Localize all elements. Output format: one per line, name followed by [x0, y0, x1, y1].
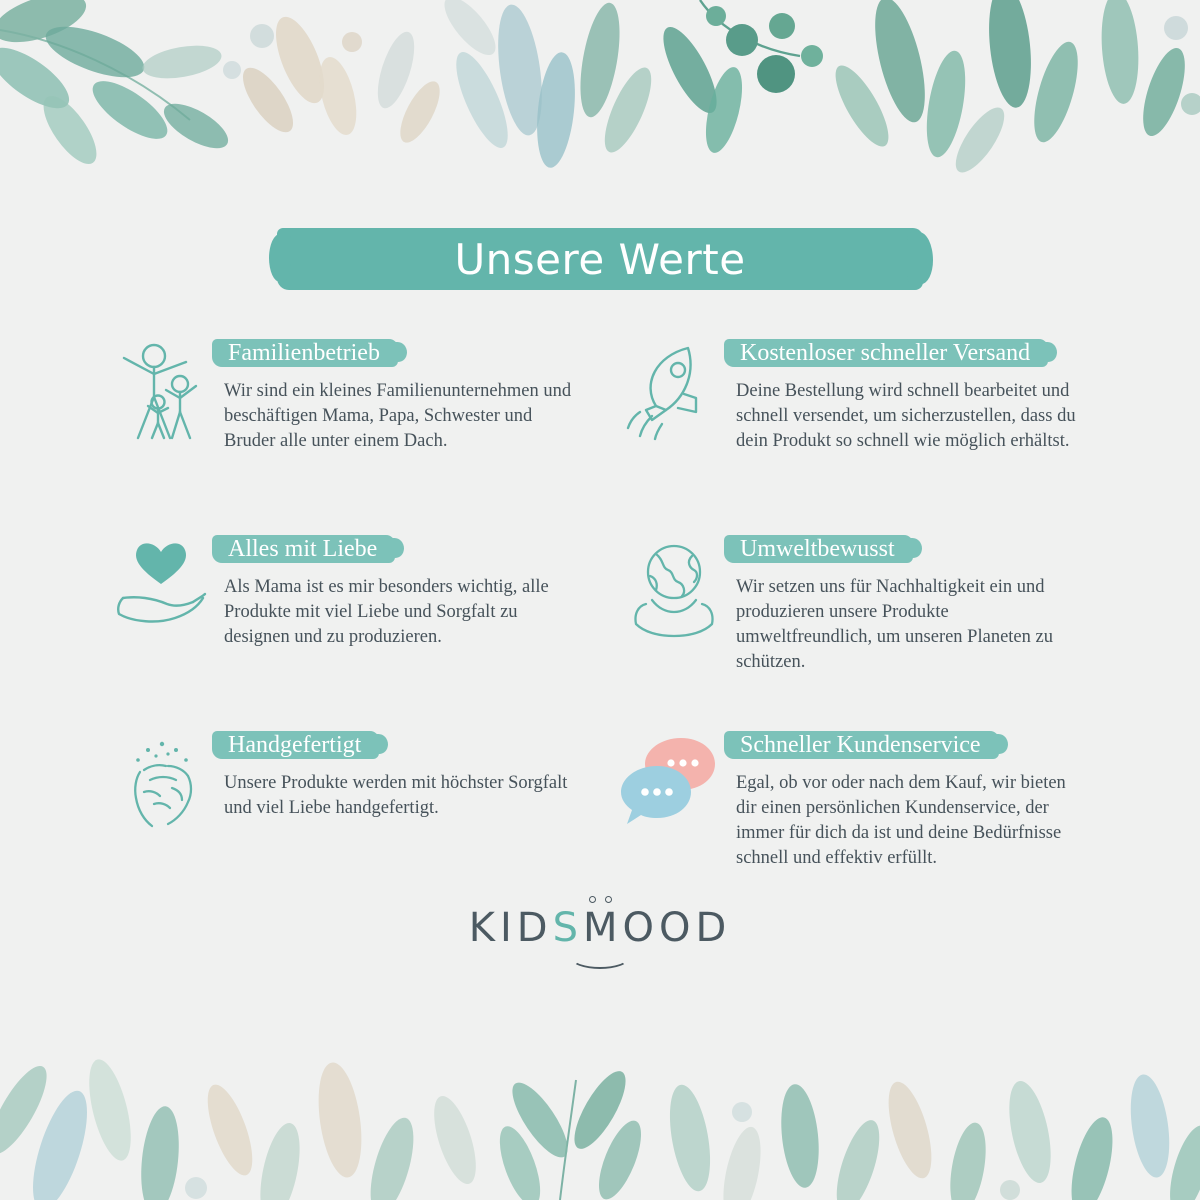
logo-text-part1: KID [468, 905, 553, 951]
value-label: Schneller Kundenservice [740, 732, 981, 758]
value-description: Egal, ob vor oder nach dem Kauf, wir bieten dir einen persönlichen Kundenservice, der immer für dich da ist und deine Bedürfnisse schnell und effektiv erfüllt. [736, 773, 1066, 868]
handcraft-hands-icon [100, 728, 224, 924]
values-grid [100, 336, 1100, 924]
value-label: Alles mit Liebe [228, 536, 378, 562]
value-label: Familienbetrieb [228, 340, 380, 366]
rocket-icon [612, 336, 736, 532]
logo-wordmark [469, 905, 732, 951]
value-description: Wir setzen uns für Nachhaltigkeit ein und produzieren unsere Produkte umweltfreundlich, um unseren Planeten zu schützen. [736, 577, 1053, 672]
logo-text-accent: S [552, 905, 583, 951]
value-description: Unsere Produkte werden mit höchster Sorgfalt und viel Liebe handgefertigt. [224, 773, 568, 818]
value-item-alles-mit-liebe [100, 532, 612, 728]
family-icon [100, 336, 224, 532]
foliage-decoration-top [0, 0, 1200, 230]
value-item-umweltbewusst [612, 532, 1100, 728]
value-description: Wir sind ein kleines Familienunternehmen und beschäftigen Mama, Papa, Schwester und Bruder alle unter einem Dach. [224, 381, 572, 451]
globe-in-hands-icon [612, 532, 736, 728]
logo-eyes-icon [589, 896, 612, 903]
page-title-banner [0, 228, 1200, 290]
value-description: Deine Bestellung wird schnell bearbeitet und schnell versendet, um sicherzustellen, dass du dein Produkt so schnell wie möglich erhältst. [736, 381, 1076, 451]
page-title: Unsere Werte [454, 234, 746, 284]
value-description: Als Mama ist es mir besonders wichtig, alle Produkte mit viel Liebe und Sorgfalt zu designen und zu produzieren. [224, 577, 549, 647]
value-item-handgefertigt [100, 728, 612, 924]
value-item-familienbetrieb [100, 336, 612, 532]
chat-bubbles-icon [612, 728, 736, 924]
heart-in-hand-icon [100, 532, 224, 728]
logo-text-part2: MOOD [582, 905, 732, 951]
brand-logo [0, 896, 1200, 969]
value-label: Handgefertigt [228, 732, 362, 758]
foliage-decoration-bottom [0, 960, 1200, 1200]
value-item-kundenservice [612, 728, 1100, 924]
value-label: Umweltbewusst [740, 536, 895, 562]
value-label: Kostenloser schneller Versand [740, 340, 1031, 366]
value-item-versand [612, 336, 1100, 532]
